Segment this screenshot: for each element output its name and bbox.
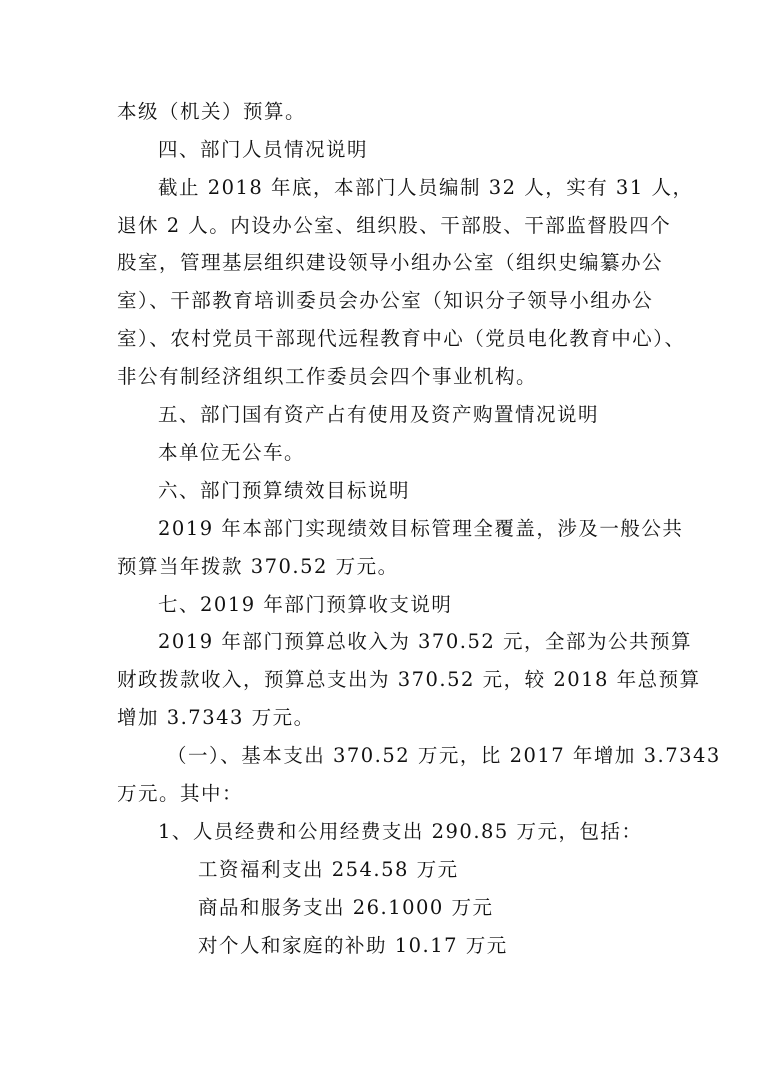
paragraph-line: 2019 年部门预算总收入为 370.52 元，全部为公共预算 bbox=[158, 630, 692, 653]
paragraph-line: 退休 2 人。内设办公室、组织股、干部股、干部监督股四个 bbox=[117, 214, 672, 237]
paragraph-line: 本单位无公车。 bbox=[158, 441, 306, 464]
paragraph-line: 财政拨款收入，预算总支出为 370.52 元，较 2018 年总预算 bbox=[117, 668, 701, 691]
section-heading: 六、部门预算绩效目标说明 bbox=[158, 479, 411, 502]
section-heading: 四、部门人员情况说明 bbox=[158, 138, 369, 161]
list-item: 对个人和家庭的补助 10.17 万元 bbox=[198, 934, 508, 957]
paragraph-line: 增加 3.7343 万元。 bbox=[117, 706, 315, 729]
list-item: 工资福利支出 254.58 万元 bbox=[198, 858, 459, 881]
paragraph-line: 本级（机关）预算。 bbox=[117, 100, 307, 123]
paragraph-line: 非公有制经济组织工作委员会四个事业机构。 bbox=[117, 365, 538, 388]
section-heading: 五、部门国有资产占有使用及资产购置情况说明 bbox=[158, 403, 600, 426]
paragraph-line: 2019 年本部门实现绩效目标管理全覆盖，涉及一般公共 bbox=[158, 517, 684, 540]
paragraph-line: 室）、干部教育培训委员会办公室（知识分子领导小组办公 bbox=[117, 289, 654, 312]
list-item: 1、人员经费和公用经费支出 290.85 万元，包括： bbox=[158, 820, 643, 843]
paragraph-line: 室）、农村党员干部现代远程教育中心（党员电化教育中心）、 bbox=[117, 327, 686, 350]
paragraph-line: 股室，管理基层组织建设领导小组办公室（组织史编纂办公 bbox=[117, 251, 664, 274]
paragraph-line: 预算当年拨款 370.52 万元。 bbox=[117, 555, 399, 578]
section-heading: 七、2019 年部门预算收支说明 bbox=[158, 593, 453, 616]
paragraph-line: 万元。其中： bbox=[117, 782, 244, 805]
paragraph-line: 截止 2018 年底，本部门人员编制 32 人，实有 31 人， bbox=[158, 176, 694, 199]
list-item: 商品和服务支出 26.1000 万元 bbox=[198, 896, 494, 919]
subsection-heading: （一）、基本支出 370.52 万元，比 2017 年增加 3.7343 bbox=[167, 744, 721, 767]
